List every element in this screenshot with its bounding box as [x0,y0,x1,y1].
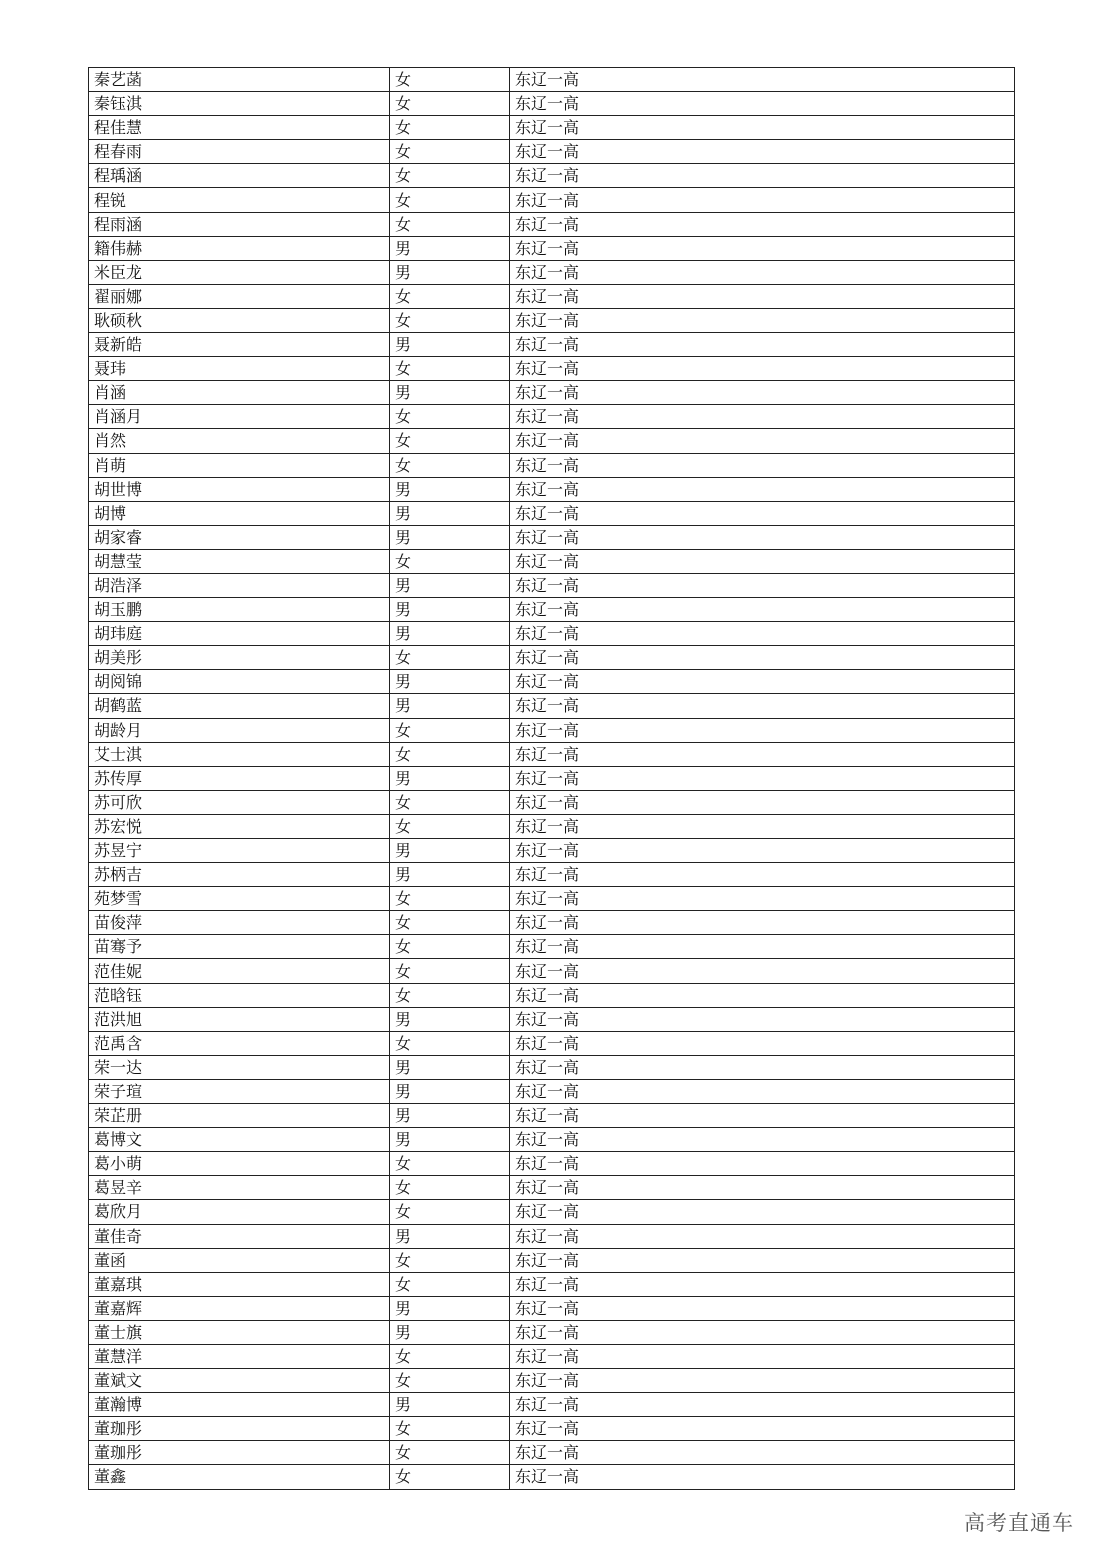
school-cell: 东辽一高 [510,1224,1015,1248]
school-cell: 东辽一高 [510,622,1015,646]
table-row [89,1200,1015,1224]
school-cell: 东辽一高 [510,1248,1015,1272]
school-cell: 东辽一高 [510,1007,1015,1031]
school-cell: 东辽一高 [510,1055,1015,1079]
school-cell: 东辽一高 [510,116,1015,140]
gender-cell: 男 [390,1393,510,1417]
table-row [89,887,1015,911]
table-row [89,381,1015,405]
gender-cell: 女 [390,1176,510,1200]
table-row [89,92,1015,116]
table-row [89,212,1015,236]
school-cell: 东辽一高 [510,1296,1015,1320]
gender-cell: 女 [390,887,510,911]
student-name-cell: 程佳慧 [89,116,390,140]
school-cell: 东辽一高 [510,573,1015,597]
school-cell: 东辽一高 [510,1441,1015,1465]
table-row [89,622,1015,646]
school-cell: 东辽一高 [510,1152,1015,1176]
gender-cell: 女 [390,284,510,308]
school-cell: 东辽一高 [510,742,1015,766]
gender-cell: 女 [390,646,510,670]
gender-cell: 女 [390,357,510,381]
table-row [89,188,1015,212]
student-name-cell: 胡玉鹏 [89,598,390,622]
table-row [89,525,1015,549]
table-row [89,1441,1015,1465]
student-name-cell: 苏宏悦 [89,814,390,838]
table-row [89,935,1015,959]
gender-cell: 男 [390,236,510,260]
table-row [89,140,1015,164]
gender-cell: 女 [390,212,510,236]
table-row [89,670,1015,694]
student-name-cell: 聂玮 [89,357,390,381]
school-cell: 东辽一高 [510,92,1015,116]
table-row [89,284,1015,308]
gender-cell: 男 [390,863,510,887]
student-name-cell: 肖涵月 [89,405,390,429]
table-row [89,1176,1015,1200]
table-row [89,1128,1015,1152]
gender-cell: 女 [390,164,510,188]
school-cell: 东辽一高 [510,983,1015,1007]
school-cell: 东辽一高 [510,1272,1015,1296]
student-name-cell: 董珈彤 [89,1417,390,1441]
gender-cell: 女 [390,453,510,477]
student-name-cell: 董佳奇 [89,1224,390,1248]
table-row [89,333,1015,357]
table-row [89,573,1015,597]
school-cell: 东辽一高 [510,1320,1015,1344]
school-cell: 东辽一高 [510,1344,1015,1368]
student-name-cell: 肖涵 [89,381,390,405]
gender-cell: 女 [390,1248,510,1272]
student-name-cell: 肖萌 [89,453,390,477]
gender-cell: 男 [390,501,510,525]
student-name-cell: 董瀚博 [89,1393,390,1417]
gender-cell: 女 [390,92,510,116]
school-cell: 东辽一高 [510,477,1015,501]
student-name-cell: 胡家睿 [89,525,390,549]
table-row [89,1224,1015,1248]
school-cell: 东辽一高 [510,357,1015,381]
student-name-cell: 米臣龙 [89,260,390,284]
student-name-cell: 胡美彤 [89,646,390,670]
gender-cell: 女 [390,983,510,1007]
table-row [89,742,1015,766]
table-row [89,236,1015,260]
gender-cell: 男 [390,477,510,501]
gender-cell: 女 [390,1369,510,1393]
student-name-cell: 葛博文 [89,1128,390,1152]
school-cell: 东辽一高 [510,1200,1015,1224]
gender-cell: 女 [390,1465,510,1489]
table-row [89,1296,1015,1320]
student-name-cell: 秦艺菡 [89,68,390,92]
gender-cell: 男 [390,333,510,357]
student-name-cell: 胡鹤蓝 [89,694,390,718]
gender-cell: 男 [390,670,510,694]
student-name-cell: 董珈彤 [89,1441,390,1465]
table-row [89,1104,1015,1128]
student-name-cell: 荣子瑄 [89,1079,390,1103]
school-cell: 东辽一高 [510,260,1015,284]
gender-cell: 女 [390,68,510,92]
school-cell: 东辽一高 [510,1104,1015,1128]
school-cell: 东辽一高 [510,164,1015,188]
gender-cell: 男 [390,694,510,718]
school-cell: 东辽一高 [510,1393,1015,1417]
table-row [89,1465,1015,1489]
gender-cell: 男 [390,1104,510,1128]
table-row [89,718,1015,742]
student-name-cell: 范洪旭 [89,1007,390,1031]
student-name-cell: 苏传厚 [89,766,390,790]
gender-cell: 女 [390,790,510,814]
table-row [89,1248,1015,1272]
table-row [89,766,1015,790]
student-name-cell: 范佳妮 [89,959,390,983]
student-name-cell: 耿硕秋 [89,308,390,332]
student-name-cell: 董嘉辉 [89,1296,390,1320]
gender-cell: 男 [390,598,510,622]
student-name-cell: 荣芷册 [89,1104,390,1128]
student-name-cell: 董斌文 [89,1369,390,1393]
school-cell: 东辽一高 [510,911,1015,935]
student-name-cell: 胡玮庭 [89,622,390,646]
table-row [89,814,1015,838]
table-row [89,453,1015,477]
school-cell: 东辽一高 [510,863,1015,887]
student-name-cell: 董鑫 [89,1465,390,1489]
school-cell: 东辽一高 [510,429,1015,453]
student-name-cell: 苑梦雪 [89,887,390,911]
table-row [89,1031,1015,1055]
student-name-cell: 董士旗 [89,1320,390,1344]
student-name-cell: 秦钰淇 [89,92,390,116]
gender-cell: 女 [390,911,510,935]
student-name-cell: 程春雨 [89,140,390,164]
gender-cell: 男 [390,573,510,597]
gender-cell: 男 [390,622,510,646]
gender-cell: 男 [390,766,510,790]
school-cell: 东辽一高 [510,718,1015,742]
table-row [89,1055,1015,1079]
table-row [89,911,1015,935]
gender-cell: 男 [390,1079,510,1103]
student-name-cell: 胡阅锦 [89,670,390,694]
table-row [89,790,1015,814]
school-cell: 东辽一高 [510,236,1015,260]
gender-cell: 男 [390,1224,510,1248]
table-row [89,1417,1015,1441]
student-name-cell: 胡龄月 [89,718,390,742]
table-row [89,405,1015,429]
school-cell: 东辽一高 [510,646,1015,670]
table-row [89,1393,1015,1417]
school-cell: 东辽一高 [510,935,1015,959]
school-cell: 东辽一高 [510,1369,1015,1393]
student-name-cell: 范禹含 [89,1031,390,1055]
student-name-cell: 董函 [89,1248,390,1272]
table-row [89,646,1015,670]
table-row [89,260,1015,284]
school-cell: 东辽一高 [510,212,1015,236]
student-name-cell: 范晗钰 [89,983,390,1007]
table-row [89,959,1015,983]
gender-cell: 女 [390,1272,510,1296]
school-cell: 东辽一高 [510,549,1015,573]
school-cell: 东辽一高 [510,1128,1015,1152]
table-row [89,1007,1015,1031]
student-name-cell: 荣一达 [89,1055,390,1079]
table-row [89,357,1015,381]
gender-cell: 女 [390,188,510,212]
table-row [89,694,1015,718]
student-name-cell: 程锐 [89,188,390,212]
gender-cell: 女 [390,308,510,332]
gender-cell: 女 [390,1344,510,1368]
school-cell: 东辽一高 [510,453,1015,477]
gender-cell: 男 [390,525,510,549]
school-cell: 东辽一高 [510,839,1015,863]
gender-cell: 男 [390,839,510,863]
gender-cell: 男 [390,381,510,405]
table-row [89,1272,1015,1296]
school-cell: 东辽一高 [510,1465,1015,1489]
table-row [89,429,1015,453]
school-cell: 东辽一高 [510,188,1015,212]
table-row [89,863,1015,887]
student-name-cell: 葛欣月 [89,1200,390,1224]
school-cell: 东辽一高 [510,598,1015,622]
table-row [89,549,1015,573]
gender-cell: 男 [390,1296,510,1320]
gender-cell: 女 [390,429,510,453]
student-name-cell: 程雨涵 [89,212,390,236]
gender-cell: 女 [390,1441,510,1465]
table-row [89,116,1015,140]
school-cell: 东辽一高 [510,814,1015,838]
table-row [89,1369,1015,1393]
school-cell: 东辽一高 [510,790,1015,814]
school-cell: 东辽一高 [510,670,1015,694]
table-row [89,477,1015,501]
student-name-cell: 胡慧莹 [89,549,390,573]
roster-table-body [89,68,1015,1490]
table-row [89,501,1015,525]
gender-cell: 男 [390,260,510,284]
gender-cell: 女 [390,116,510,140]
school-cell: 东辽一高 [510,525,1015,549]
gender-cell: 女 [390,140,510,164]
school-cell: 东辽一高 [510,959,1015,983]
student-name-cell: 苗俊萍 [89,911,390,935]
gender-cell: 女 [390,1031,510,1055]
gender-cell: 女 [390,1417,510,1441]
school-cell: 东辽一高 [510,694,1015,718]
school-cell: 东辽一高 [510,1417,1015,1441]
school-cell: 东辽一高 [510,308,1015,332]
table-row [89,1320,1015,1344]
table-row [89,308,1015,332]
gender-cell: 男 [390,1007,510,1031]
school-cell: 东辽一高 [510,284,1015,308]
student-name-cell: 葛小萌 [89,1152,390,1176]
gender-cell: 女 [390,742,510,766]
student-name-cell: 苏可欣 [89,790,390,814]
student-name-cell: 籍伟赫 [89,236,390,260]
school-cell: 东辽一高 [510,887,1015,911]
school-cell: 东辽一高 [510,140,1015,164]
school-cell: 东辽一高 [510,501,1015,525]
table-row [89,598,1015,622]
student-name-cell: 胡浩泽 [89,573,390,597]
student-name-cell: 苗骞予 [89,935,390,959]
student-name-cell: 董慧洋 [89,1344,390,1368]
student-name-cell: 翟丽娜 [89,284,390,308]
student-name-cell: 葛昱辛 [89,1176,390,1200]
gender-cell: 女 [390,718,510,742]
gender-cell: 男 [390,1055,510,1079]
gender-cell: 女 [390,814,510,838]
gender-cell: 女 [390,549,510,573]
student-name-cell: 胡世博 [89,477,390,501]
school-cell: 东辽一高 [510,333,1015,357]
gender-cell: 男 [390,1320,510,1344]
table-row [89,1079,1015,1103]
school-cell: 东辽一高 [510,1031,1015,1055]
table-row [89,1344,1015,1368]
school-cell: 东辽一高 [510,68,1015,92]
gender-cell: 女 [390,405,510,429]
gender-cell: 男 [390,1128,510,1152]
student-name-cell: 胡博 [89,501,390,525]
gender-cell: 女 [390,1200,510,1224]
table-row [89,68,1015,92]
student-name-cell: 程瑀涵 [89,164,390,188]
school-cell: 东辽一高 [510,766,1015,790]
school-cell: 东辽一高 [510,405,1015,429]
student-name-cell: 苏昱宁 [89,839,390,863]
student-name-cell: 肖然 [89,429,390,453]
student-name-cell: 董嘉琪 [89,1272,390,1296]
watermark-text: 高考直通车 [964,1511,1074,1535]
gender-cell: 女 [390,935,510,959]
school-cell: 东辽一高 [510,1176,1015,1200]
gender-cell: 女 [390,1152,510,1176]
school-cell: 东辽一高 [510,1079,1015,1103]
gender-cell: 女 [390,959,510,983]
table-row [89,839,1015,863]
table-row [89,164,1015,188]
student-name-cell: 艾士淇 [89,742,390,766]
student-name-cell: 聂新皓 [89,333,390,357]
table-row [89,1152,1015,1176]
student-name-cell: 苏柄吉 [89,863,390,887]
school-cell: 东辽一高 [510,381,1015,405]
table-row [89,983,1015,1007]
roster-table [88,67,1015,1490]
